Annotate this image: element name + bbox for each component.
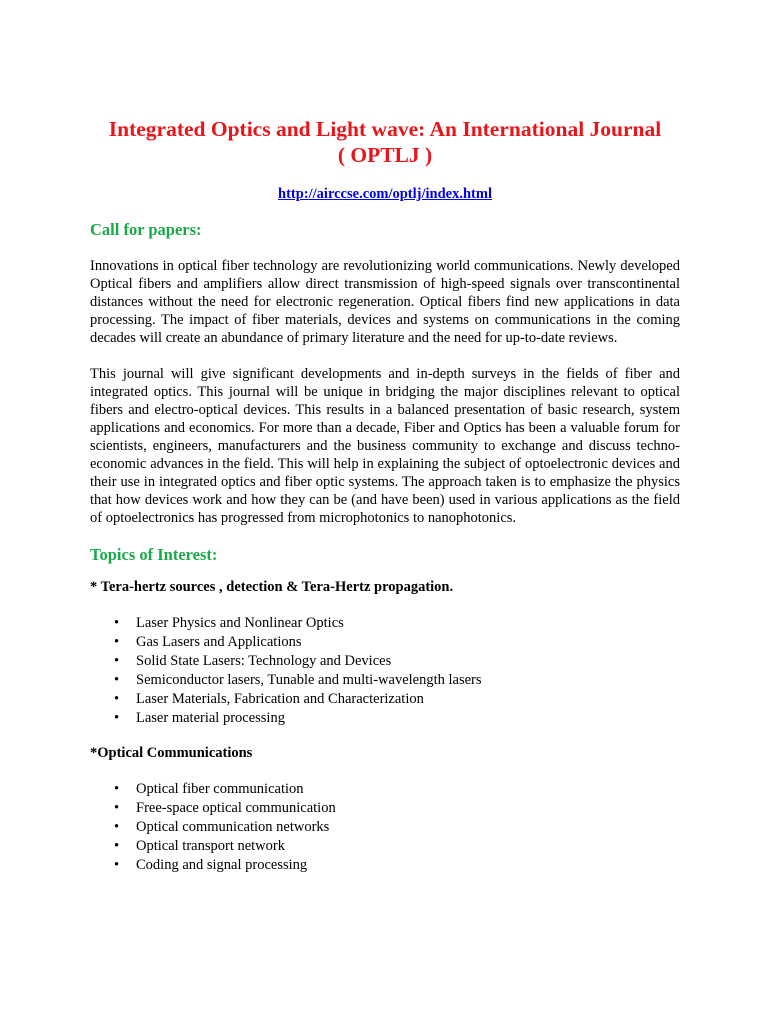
journal-title-line-2: ( OPTLJ ) bbox=[337, 143, 433, 167]
bullet-icon: • bbox=[114, 800, 120, 816]
bullet-icon: • bbox=[114, 781, 120, 797]
list-item-text: Optical fiber communication bbox=[136, 781, 304, 797]
list-item bbox=[114, 818, 680, 837]
bullet-icon: • bbox=[114, 634, 120, 650]
scope-paragraph: This journal will give significant developments and in-depth surveys in the fields of fiber and integrated optics. This journal will be unique in bridging the major disciplines relevant to optical fibers and electro-optical devices. This results in a balanced presentation of basic research, system applications and economics. For more than a decade, Fiber and Optics has been a valuable forum for scientists, engineers, manufacturers and the business community to exchange and discuss techno-economic advances in the field. This will help in explaining the subject of optoelectronic devices and their use in integrated optics and fiber optic systems. The approach taken is to emphasize the physics that how devices work and how they can be (and have been) used in various applications as the field of optoelectronics has progressed from microphotonics to nanophotonics. bbox=[90, 366, 680, 526]
list-item-text: Optical communication networks bbox=[136, 819, 330, 835]
list-item bbox=[114, 799, 680, 818]
journal-title-line-1: Integrated Optics and Light wave: An International Journal bbox=[108, 117, 662, 141]
list-item-text: Laser Physics and Nonlinear Optics bbox=[136, 615, 344, 631]
bullet-icon: • bbox=[114, 672, 120, 688]
list-item-text: Coding and signal processing bbox=[136, 857, 308, 873]
list-item-text: Gas Lasers and Applications bbox=[136, 634, 302, 650]
intro-paragraph: Innovations in optical fiber technology are revolutionizing world communications. Newly developed Optical fibers and amplifiers allow direct transmission of high-speed signals over transcontinental distances without the need for electronic regeneration. Optical fibers find new applications in data processing. The impact of fiber materials, devices and systems on communications in the coming decades will create an abundance of primary literature and the need for up-to-date reviews. bbox=[90, 258, 680, 346]
bullet-icon: • bbox=[114, 838, 120, 854]
journal-url-line bbox=[90, 185, 680, 203]
topics-of-interest-heading: Topics of Interest: bbox=[90, 545, 218, 564]
call-for-papers-heading: Call for papers: bbox=[90, 220, 202, 239]
list-item-text: Semiconductor lasers, Tunable and multi-wavelength lasers bbox=[136, 672, 482, 688]
bullet-icon: • bbox=[114, 653, 120, 669]
bullet-icon: • bbox=[114, 615, 120, 631]
bullet-icon: • bbox=[114, 857, 120, 873]
topic-list-optical-communications bbox=[90, 780, 680, 875]
list-item bbox=[114, 652, 680, 671]
list-item bbox=[114, 633, 680, 652]
list-item bbox=[114, 780, 680, 799]
list-item bbox=[114, 614, 680, 633]
list-item bbox=[114, 856, 680, 875]
bullet-icon: • bbox=[114, 710, 120, 726]
list-item bbox=[114, 709, 680, 728]
list-item-text: Solid State Lasers: Technology and Devices bbox=[136, 653, 392, 669]
list-item-text: Free-space optical communication bbox=[136, 800, 336, 816]
list-item bbox=[114, 690, 680, 709]
topic-group-title: *Optical Communications bbox=[90, 745, 253, 761]
bullet-icon: • bbox=[114, 691, 120, 707]
journal-title bbox=[90, 116, 680, 168]
topic-group-title: * Tera-hertz sources , detection & Tera-Hertz propagation. bbox=[90, 579, 454, 595]
list-item-text: Laser material processing bbox=[136, 710, 285, 726]
list-item bbox=[114, 671, 680, 690]
list-item-text: Laser Materials, Fabrication and Characterization bbox=[136, 691, 424, 707]
topic-list-terahertz bbox=[90, 614, 680, 728]
list-item-text: Optical transport network bbox=[136, 838, 285, 854]
journal-url-link[interactable]: http://airccse.com/optlj/index.html bbox=[278, 186, 492, 202]
bullet-icon: • bbox=[114, 819, 120, 835]
list-item bbox=[114, 837, 680, 856]
